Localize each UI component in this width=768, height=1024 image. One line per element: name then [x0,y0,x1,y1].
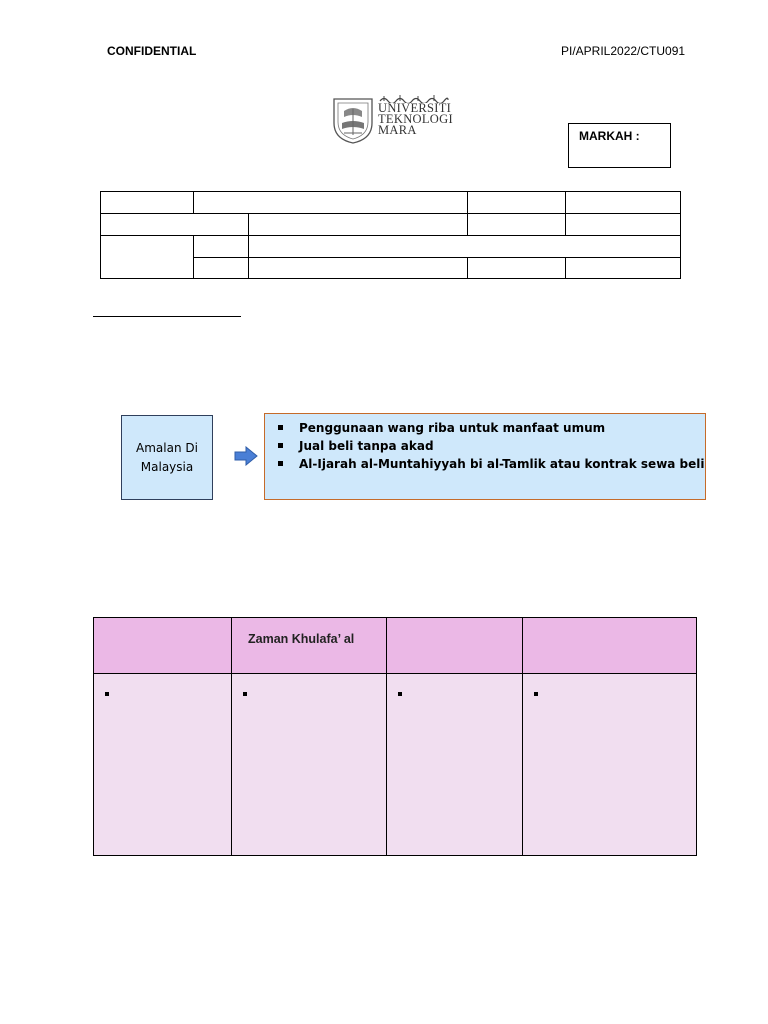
marks-label: MARKAH : [579,129,640,143]
info-cell[interactable] [248,257,468,279]
info-cell[interactable] [565,257,681,279]
list-item: Jual beli tanpa akad [299,437,705,455]
era-comparison-table [93,617,697,856]
info-cell[interactable] [193,191,468,214]
student-info-grid [100,191,681,279]
table-cell[interactable] [231,673,387,856]
info-cell[interactable] [248,213,468,236]
info-cell[interactable] [100,191,194,214]
bullet-icon [398,692,402,696]
right-arrow-icon [234,446,258,466]
list-item: Penggunaan wang riba untuk manfaat umum [299,419,705,437]
table-cell[interactable] [386,673,523,856]
list-item: Al-Ijarah al-Muntahiyyah bi al-Tamlik atau kontrak sewa beli [299,457,705,471]
info-cell[interactable] [100,235,194,279]
info-cell[interactable] [467,191,566,214]
marks-box [568,123,671,168]
paper-code: PI/APRIL2022/CTU091 [561,44,686,58]
table-header-cell[interactable] [386,617,523,674]
bullet-icon [534,692,538,696]
info-cell[interactable] [467,213,566,236]
logo-line-2: TEKNOLOGI [378,112,453,126]
bullet-icon [243,692,247,696]
info-cell[interactable] [565,213,681,236]
practice-list-box [264,413,706,500]
uitm-seal-icon [330,95,376,145]
practice-list [299,419,705,473]
table-header-cell[interactable] [231,617,387,674]
logo-line-1: UNIVERSITI [378,101,452,115]
header-text: Zaman Khulafa’ al [248,632,355,646]
info-cell[interactable] [248,235,681,258]
practice-label: Amalan Di Malaysia [136,440,198,474]
uitm-logo [330,95,452,145]
info-cell[interactable] [565,191,681,214]
logo-line-3: MARA [378,123,417,137]
info-cell[interactable] [193,235,249,258]
blank-underline [93,316,241,317]
table-cell[interactable] [522,673,697,856]
practice-in-malaysia-box [121,415,213,500]
table-cell[interactable] [93,673,232,856]
bullet-icon [105,692,109,696]
confidential-label: CONFIDENTIAL [107,44,197,58]
info-cell[interactable] [193,257,249,279]
logo-wordmark [378,103,453,136]
info-cell[interactable] [100,213,249,236]
table-header-cell[interactable] [522,617,697,674]
info-cell[interactable] [467,257,566,279]
table-header-cell[interactable] [93,617,232,674]
